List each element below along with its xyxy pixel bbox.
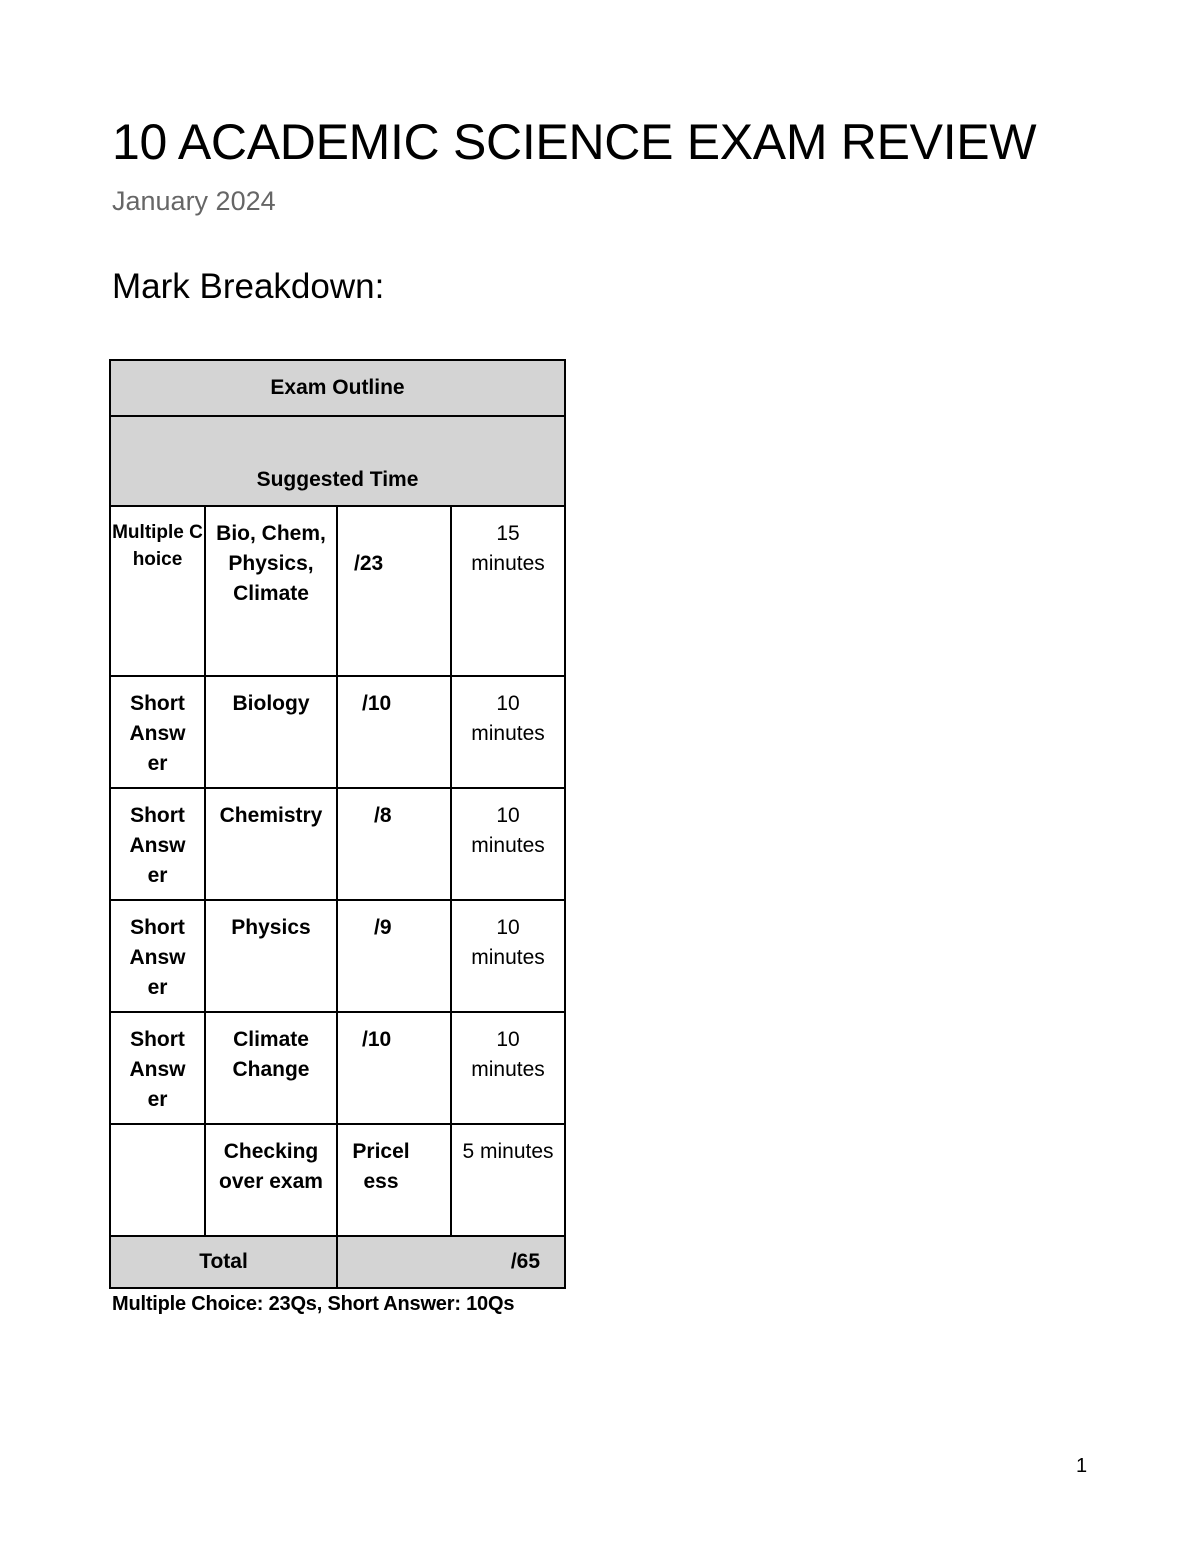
time-cell: 15 minutes	[451, 506, 565, 676]
table-subheader-label: Suggested Time	[256, 468, 419, 491]
table-header: Exam Outline	[110, 360, 565, 416]
marks-cell: Priceless	[337, 1124, 451, 1236]
question-type-cell: Short Answer	[110, 788, 205, 900]
question-type-cell: Short Answer	[110, 676, 205, 788]
topic-cell: Physics	[205, 900, 337, 1012]
exam-outline-table	[109, 359, 566, 1289]
table-row	[110, 788, 565, 900]
table-row	[110, 676, 565, 788]
topic-cell: Biology	[205, 676, 337, 788]
question-type-cell: Short Answer	[110, 1012, 205, 1124]
topic-cell: Chemistry	[205, 788, 337, 900]
time-cell: 10 minutes	[451, 788, 565, 900]
total-label: Total	[110, 1236, 337, 1288]
time-cell: 10 minutes	[451, 900, 565, 1012]
total-row	[110, 1236, 565, 1288]
section-heading: Mark Breakdown:	[112, 267, 385, 306]
page-number: 1	[1076, 1455, 1088, 1477]
topic-cell: Checking over exam	[205, 1124, 337, 1236]
question-type-cell	[110, 1124, 205, 1236]
table-row	[110, 506, 565, 676]
time-cell: 10 minutes	[451, 1012, 565, 1124]
topic-cell: Climate Change	[205, 1012, 337, 1124]
marks-cell: /23	[337, 506, 451, 676]
marks-cell: /8	[337, 788, 451, 900]
table-row	[110, 900, 565, 1012]
time-cell: 5 minutes	[451, 1124, 565, 1236]
time-cell: 10 minutes	[451, 676, 565, 788]
document-title: 10 ACADEMIC SCIENCE EXAM REVIEW	[112, 114, 1037, 170]
question-type-cell: Short Answer	[110, 900, 205, 1012]
total-value: /65	[337, 1236, 565, 1288]
question-type-cell: Multiple Choice	[110, 506, 205, 676]
marks-cell: /10	[337, 1012, 451, 1124]
table-row	[110, 1124, 565, 1236]
document-subtitle: January 2024	[112, 186, 276, 216]
marks-cell: /9	[337, 900, 451, 1012]
table-row	[110, 1012, 565, 1124]
table-subheader	[110, 416, 565, 506]
marks-cell: /10	[337, 676, 451, 788]
question-count-note: Multiple Choice: 23Qs, Short Answer: 10Qs	[112, 1293, 515, 1315]
topic-cell: Bio, Chem, Physics, Climate	[205, 506, 337, 676]
